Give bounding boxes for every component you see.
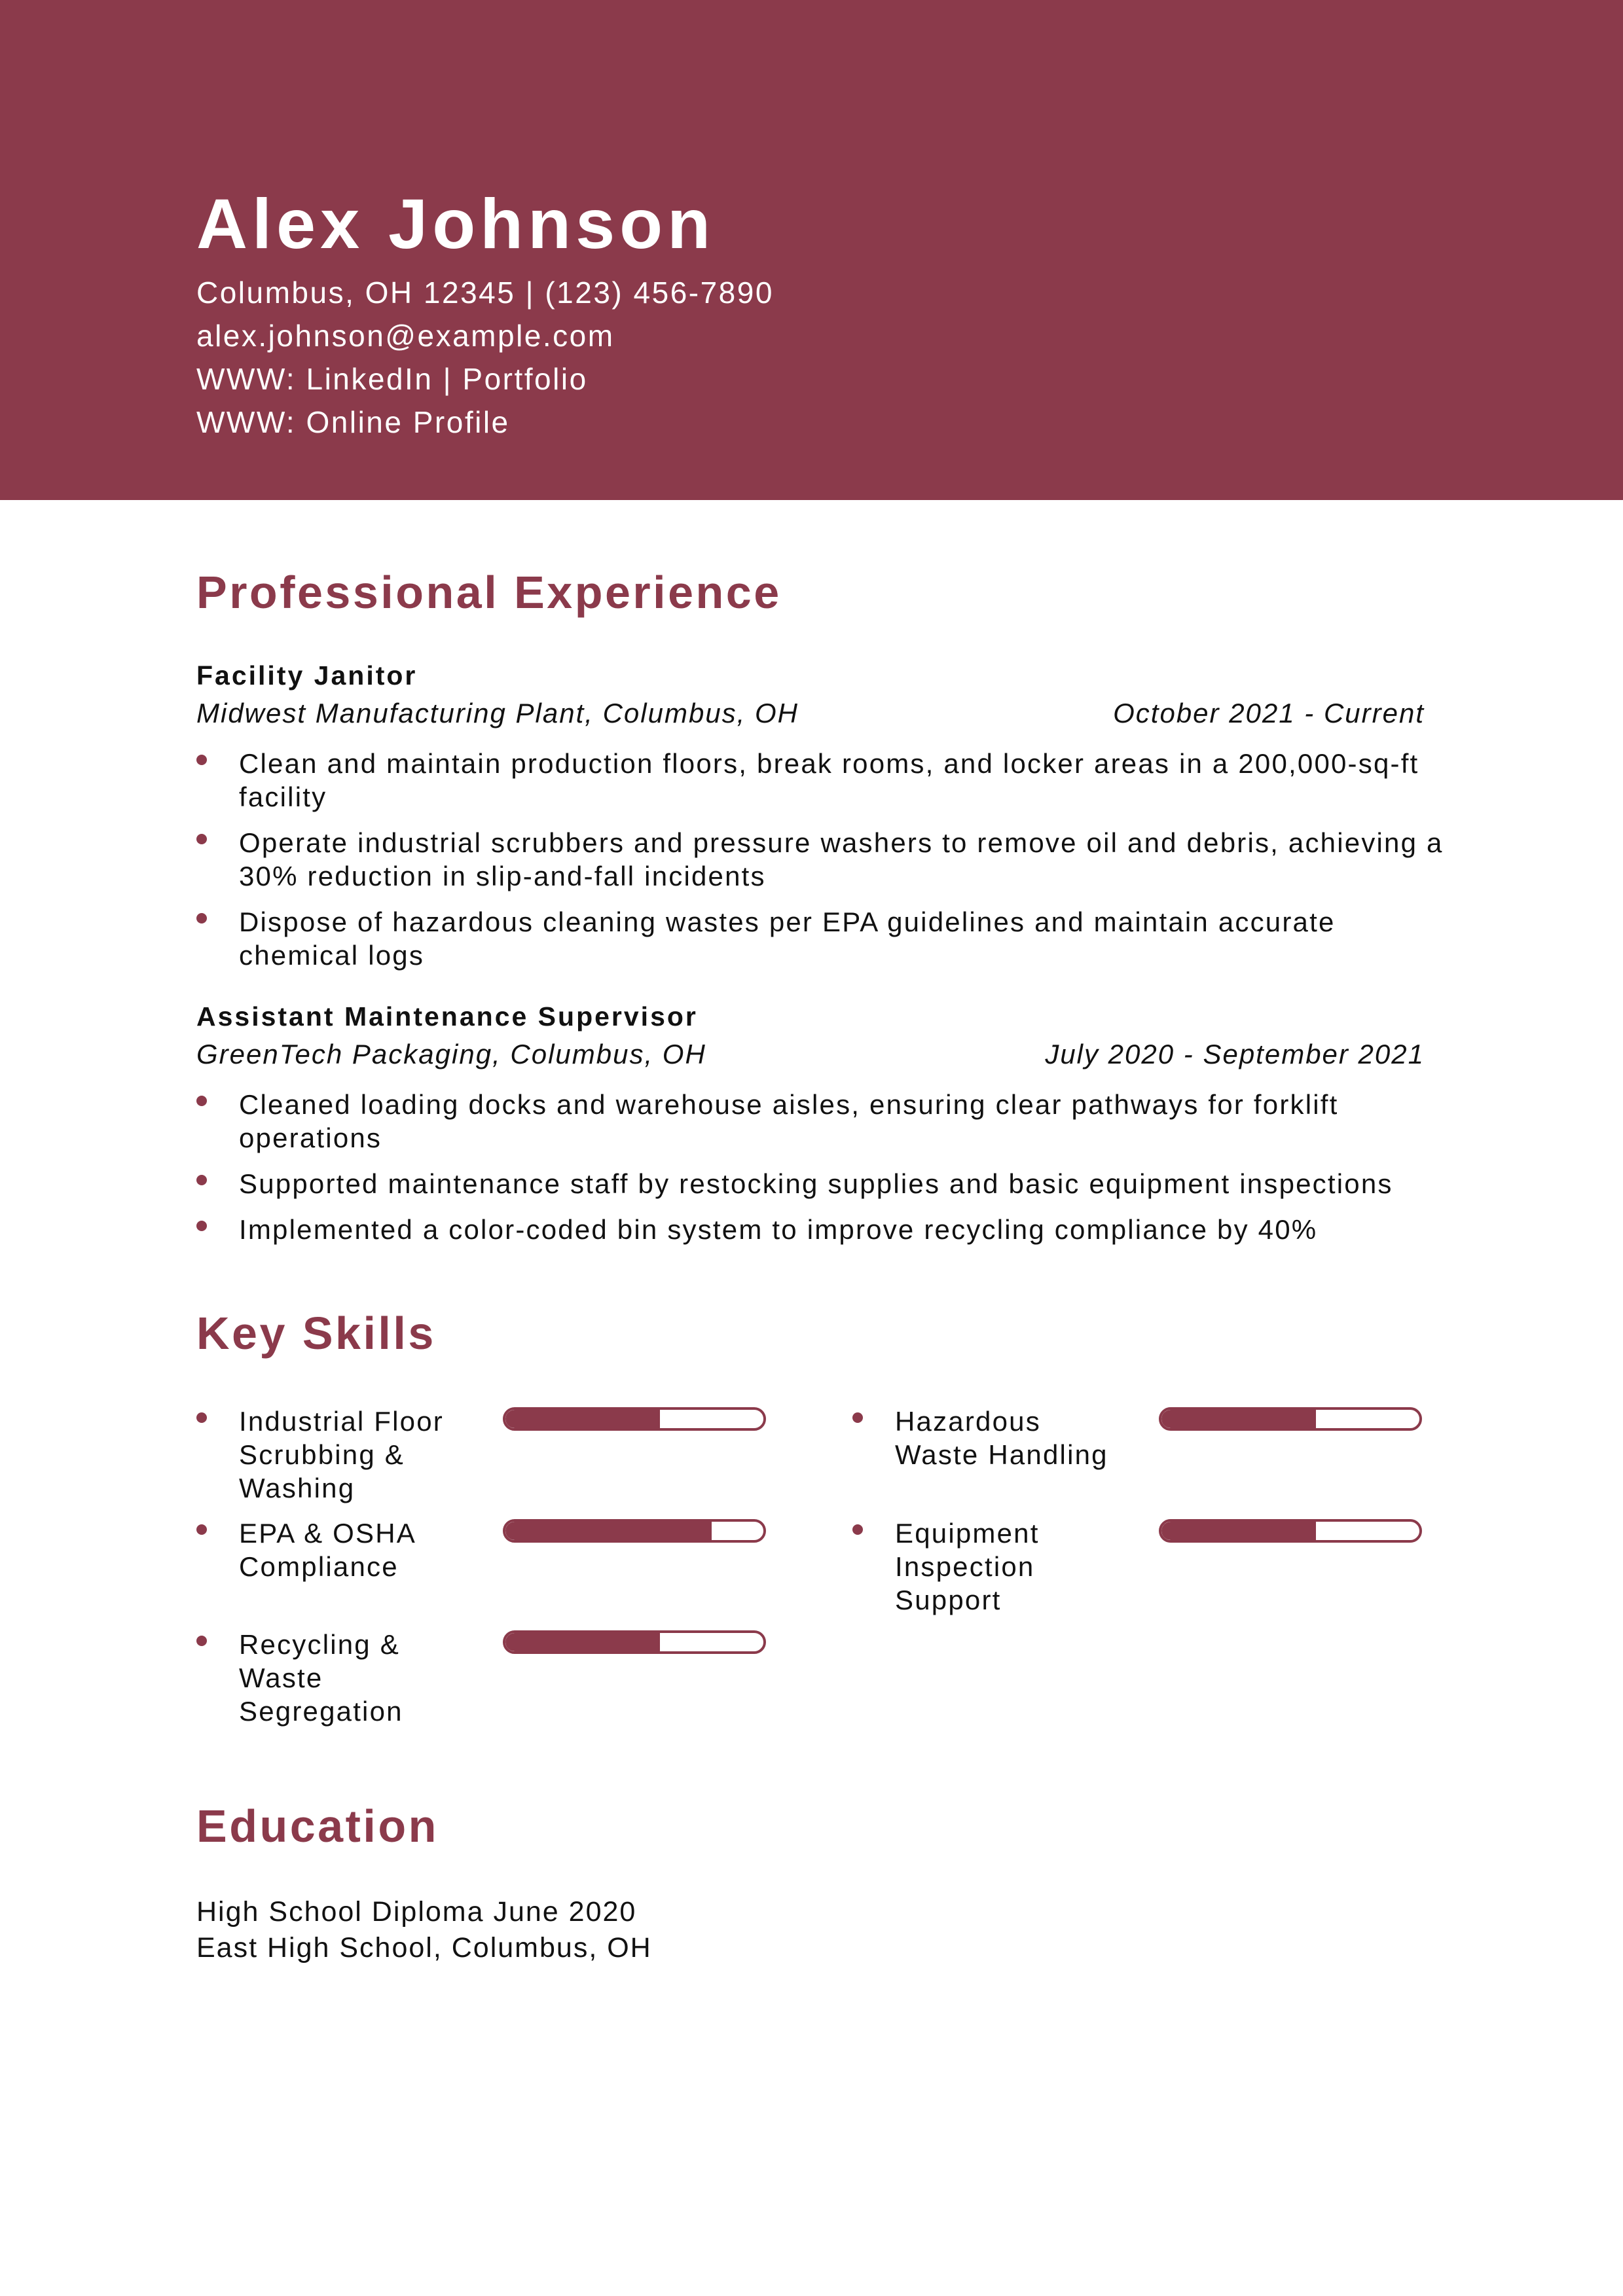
- job-company: GreenTech Packaging, Columbus, OH: [196, 1039, 706, 1069]
- bullet-dot-icon: [196, 1412, 207, 1423]
- section-title-skills: Key Skills: [196, 1308, 436, 1359]
- job-company: Midwest Manufacturing Plant, Columbus, OH: [196, 698, 799, 728]
- bullet-dot-icon: [196, 1175, 207, 1185]
- bullet-dot-icon: [196, 913, 207, 924]
- section-title-education: Education: [196, 1801, 439, 1852]
- bullet-dot-icon: [196, 1221, 207, 1231]
- skill-level-bar: [503, 1630, 766, 1654]
- web-links-secondary[interactable]: WWW: Online Profile: [196, 405, 510, 439]
- skill-level-fill: [1161, 1522, 1316, 1540]
- skill-label: Recycling & Waste Segregation: [239, 1629, 403, 1727]
- skill-label: Hazardous Waste Handling: [895, 1406, 1108, 1470]
- job-dates: July 2020 - September 2021: [1045, 1039, 1425, 1069]
- bullet-dot-icon: [196, 1524, 207, 1535]
- skill-label: Equipment Inspection Support: [895, 1518, 1040, 1615]
- web-links-primary[interactable]: WWW: LinkedIn | Portfolio: [196, 362, 588, 396]
- candidate-name: Alex Johnson: [196, 184, 716, 263]
- job-bullet-text: Cleaned loading docks and warehouse aisles, ensuring clear pathways for forklift operations: [239, 1089, 1339, 1153]
- email[interactable]: alex.johnson@example.com: [196, 319, 615, 353]
- skill-label: Industrial Floor Scrubbing & Washing: [239, 1406, 444, 1503]
- bullet-dot-icon: [852, 1412, 863, 1423]
- address-phone: Columbus, OH 12345 | (123) 456-7890: [196, 276, 774, 310]
- job-dates: October 2021 - Current: [1113, 698, 1425, 728]
- bullet-dot-icon: [196, 1636, 207, 1646]
- job-bullet-text: Supported maintenance staff by restocking supplies and basic equipment inspections: [239, 1168, 1393, 1199]
- skill-level-fill: [505, 1522, 712, 1540]
- skill-level-fill: [505, 1410, 660, 1428]
- skill-level-bar: [503, 1407, 766, 1431]
- job-title: Assistant Maintenance Supervisor: [196, 1001, 698, 1031]
- job-bullet-text: Implemented a color-coded bin system to improve recycling compliance by 40%: [239, 1214, 1318, 1245]
- bullet-dot-icon: [196, 755, 207, 765]
- job-bullet-text: Operate industrial scrubbers and pressure washers to remove oil and debris, achieving a 30% reduction in slip-and-fall incidents: [239, 827, 1444, 891]
- section-title-experience: Professional Experience: [196, 567, 782, 618]
- skill-level-bar: [503, 1519, 766, 1543]
- bullet-dot-icon: [852, 1524, 863, 1535]
- skill-label: EPA & OSHA Compliance: [239, 1518, 415, 1582]
- bullet-dot-icon: [196, 834, 207, 844]
- job-bullet-text: Dispose of hazardous cleaning wastes per EPA guidelines and maintain accurate chemical logs: [239, 906, 1336, 971]
- header-band: [0, 0, 1623, 500]
- skill-level-fill: [1161, 1410, 1316, 1428]
- job-bullet-text: Clean and maintain production floors, break rooms, and locker areas in a 200,000-sq-ft facility: [239, 748, 1419, 812]
- skill-level-bar: [1159, 1519, 1422, 1543]
- education-degree: High School Diploma June 2020: [196, 1896, 637, 1928]
- bullet-dot-icon: [196, 1096, 207, 1106]
- skill-level-fill: [505, 1633, 660, 1651]
- job-title: Facility Janitor: [196, 660, 418, 691]
- skill-level-bar: [1159, 1407, 1422, 1431]
- education-school: East High School, Columbus, OH: [196, 1932, 652, 1964]
